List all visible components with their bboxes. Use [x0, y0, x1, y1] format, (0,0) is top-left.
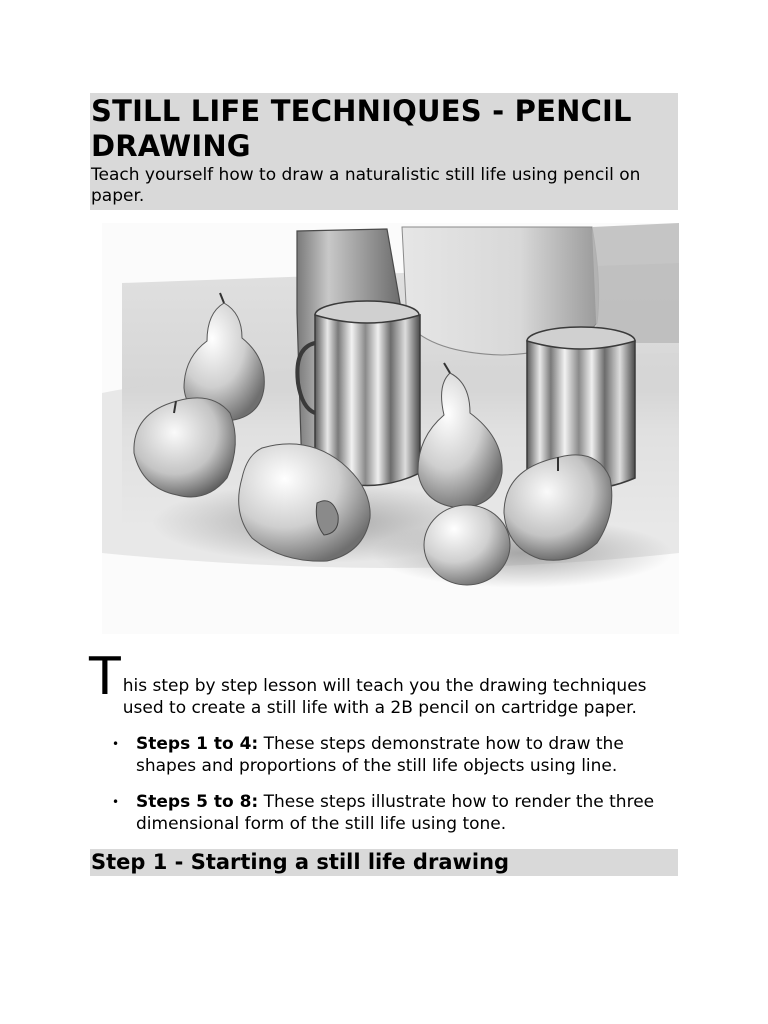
- section-heading: Step 1 - Starting a still life drawing: [90, 849, 678, 876]
- intro-text: his step by step lesson will teach you the drawing techniques used to create a still life with a 2B pencil on cartridge paper.: [122, 676, 647, 718]
- page-subtitle: Teach yourself how to draw a naturalistic still life using pencil on paper.: [91, 165, 641, 206]
- bullet-icon: •: [112, 795, 120, 809]
- page-title: STILL LIFE TECHNIQUES - PENCIL DRAWING: [91, 94, 632, 163]
- steps-list: [90, 733, 678, 835]
- step-text: These steps demonstrate how to draw the shapes and proportions of the still life objects using line.: [136, 734, 624, 776]
- step-label: Steps 5 to 8:: [136, 792, 259, 812]
- intro-paragraph: [89, 647, 678, 719]
- step-label: Steps 1 to 4:: [136, 734, 259, 754]
- bullet-icon: •: [112, 737, 120, 751]
- title-block: [90, 93, 678, 210]
- document-page: [90, 93, 678, 876]
- list-item: [90, 733, 678, 777]
- drop-cap: T: [89, 647, 121, 707]
- list-item: [90, 791, 678, 835]
- step-text: These steps illustrate how to render the three dimensional form of the still life using tone.: [136, 792, 655, 834]
- still-life-illustration: [102, 223, 679, 634]
